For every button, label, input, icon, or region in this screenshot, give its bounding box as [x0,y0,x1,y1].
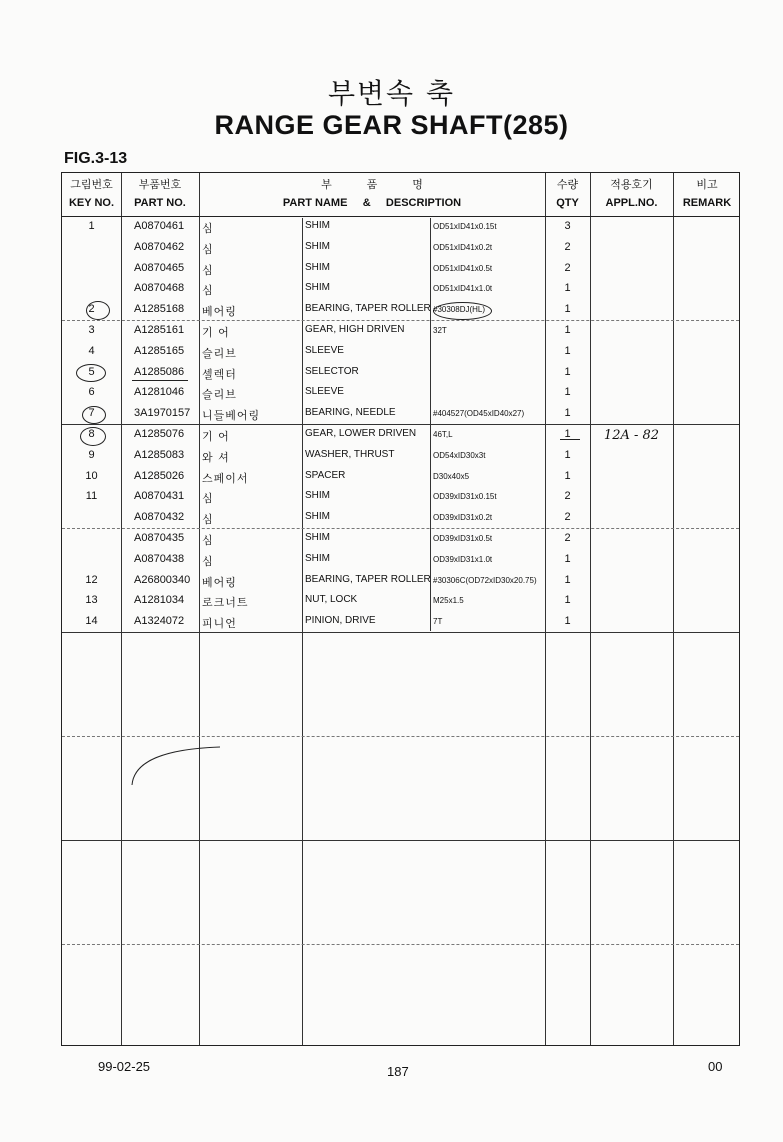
part-desc: D30x40x5 [433,471,470,481]
part-desc: #30308DJ(HL) [433,305,486,315]
part-name: SHIM [305,532,330,543]
part-name-ko: 니들베어링 [202,409,261,423]
part-no: A1285083 [134,448,185,461]
part-name-ko: 베어링 [202,575,237,589]
part-no: A0870461 [134,220,185,232]
key-no: 6 [88,386,95,399]
table-row [62,426,739,447]
part-no: A1285026 [134,469,185,482]
quantity: 1 [564,282,571,295]
key-no: 2 [88,303,95,316]
part-name-ko: 슬리브 [202,346,237,360]
table-row [62,468,739,489]
part-name: BEARING, NEEDLE [305,407,396,419]
table-row [62,364,739,385]
part-name-ko: 기 어 [202,430,230,443]
key-no: 3 [88,324,95,336]
part-name: SPACER [305,469,346,481]
quantity: 3 [564,220,571,232]
table-row [62,509,739,530]
parts-table [61,172,740,1046]
part-desc: 46T,L [433,430,453,439]
remark-header-ko: 비고 [696,178,718,191]
quantity: 1 [564,365,571,378]
table-row [62,260,739,281]
key-no: 7 [88,407,95,420]
quantity: 1 [564,303,571,316]
key-no: 1 [88,220,95,232]
part-no: A0870432 [134,511,185,524]
part-name-ko: 로크너트 [202,596,249,610]
key-no: 12 [85,573,98,586]
quantity: 1 [564,324,571,336]
part-no: A1324072 [134,615,185,628]
table-row [62,592,739,613]
part-desc: OD39xID31x0.15t [433,492,497,502]
part-name: SLEEVE [305,386,344,398]
part-desc: OD54xID30x3t [433,450,486,460]
key-no: 5 [88,365,95,378]
part-name: NUT, LOCK [305,594,358,606]
part-no: A1285165 [134,344,185,357]
quantity: 1 [564,448,571,461]
part-name-ko: 심 [202,554,214,568]
quantity: 1 [564,344,571,357]
part-no: A0870465 [134,261,185,274]
part-no: A1281034 [134,594,185,607]
key-no: 4 [88,344,95,357]
table-row [62,447,739,468]
part-desc: #404527(OD45xID40x27) [433,409,525,419]
part-no: A1281046 [134,386,185,399]
remark-header: REMARK [682,197,732,209]
part-name-ko: 심 [202,284,214,298]
part-name: GEAR, LOWER DRIVEN [305,428,417,439]
part-desc: M25x1.5 [433,596,464,606]
table-row [62,343,739,364]
quantity: 1 [564,386,571,399]
page-number: 187 [387,1064,409,1079]
key-no: 8 [88,428,95,440]
part-name-ko: 심 [202,492,214,506]
table-row [62,322,739,343]
table-row [62,384,739,405]
key-no: 13 [85,594,98,607]
pen-stroke [124,741,224,791]
quantity: 1 [564,469,571,482]
key-no: 14 [85,615,98,628]
part-name: WASHER, THRUST [305,448,395,460]
part-header-ko: 부품번호 [138,178,182,191]
part-desc: OD51xID41x1.0t [433,284,493,294]
revision: 00 [708,1059,723,1074]
part-name: GEAR, HIGH DRIVEN [305,324,405,335]
key-no: 9 [88,448,95,461]
part-desc: OD39xID31x1.0t [433,554,493,564]
quantity: 1 [564,552,571,565]
part-no: A0870468 [134,282,185,295]
table-row [62,613,739,634]
part-name: PINION, DRIVE [305,615,376,627]
quantity: 2 [564,261,571,274]
table-row [62,488,739,509]
part-name-ko: 피니언 [202,617,237,631]
appl-header-ko: 적용호기 [610,178,653,191]
part-no: A1285168 [134,303,185,316]
part-no: 3A1970157 [134,407,191,420]
part-no: A0870462 [134,240,185,253]
part-header: PART NO. [134,197,186,209]
part-name-ko: 심 [202,513,214,527]
figure-label: FIG.3-13 [64,150,128,167]
part-no: A26800340 [134,573,191,586]
part-name: BEARING, TAPER ROLLER [305,303,431,315]
part-name-ko: 심 [202,534,214,547]
part-desc: OD51xID41x0.2t [433,242,493,252]
part-name: SELECTOR [305,365,359,377]
part-name-ko: 심 [202,242,214,256]
part-name-ko: 슬리브 [202,388,237,402]
part-no: A1285086 [134,365,185,378]
part-desc: OD51xID41x0.15t [433,222,497,231]
part-name-ko: 심 [202,263,214,277]
part-desc: 32T [433,326,447,335]
part-no: A1285076 [134,428,185,440]
quantity: 2 [564,511,571,524]
quantity: 2 [564,240,571,253]
name-header: PART NAME & DESCRIPTION [282,197,462,209]
table-row [62,530,739,551]
part-name-ko: 스페이서 [202,471,249,485]
key-no: 10 [85,469,98,482]
table-row [62,551,739,572]
part-name: SLEEVE [305,344,344,356]
quantity: 1 [564,594,571,607]
quantity: 1 [564,407,571,420]
qty-header: QTY [556,197,579,209]
appl-no: 12A - 82 [603,428,660,443]
part-name: SHIM [305,511,330,523]
part-name-ko: 셀렉터 [202,367,237,381]
table-row [62,280,739,301]
table-row [62,405,739,426]
part-desc: 7T [433,617,443,627]
page-title-korean: 부변속 축 [327,77,456,110]
part-no: A0870431 [134,490,185,503]
table-row [62,218,739,239]
table-row [62,301,739,322]
quantity: 1 [564,573,571,586]
part-name: SHIM [305,240,330,252]
page-title: RANGE GEAR SHAFT(285) [214,110,569,140]
part-name: SHIM [305,552,330,564]
part-no: A1285161 [134,324,185,336]
quantity: 2 [564,532,571,544]
part-desc: #30306C(OD72xID30x20.75) [433,575,537,585]
part-desc: OD51xID41x0.5t [433,263,493,273]
part-name: SHIM [305,282,330,294]
table-row [62,572,739,593]
part-no: A0870438 [134,552,185,565]
key-header: KEY NO. [68,197,115,209]
part-name-ko: 심 [202,222,214,235]
part-name: SHIM [305,490,330,502]
part-name: SHIM [305,220,330,231]
part-name: BEARING, TAPER ROLLER [305,573,431,585]
part-name-ko: 와 셔 [202,450,230,464]
part-name-ko: 기 어 [202,326,230,339]
page-date: 99-02-25 [98,1059,151,1074]
key-no: 11 [85,490,98,503]
part-name-ko: 베어링 [202,305,237,319]
part-name: SHIM [305,261,330,273]
key-header-ko: 그림번호 [70,178,113,191]
quantity: 1 [564,428,571,440]
quantity: 2 [564,490,571,503]
table-row [62,239,739,260]
qty-header-ko: 수량 [556,178,579,191]
appl-header: APPL.NO. [605,197,658,209]
part-desc: OD39xID31x0.2t [433,513,493,523]
name-header-ko: 부 품 명 [321,178,423,191]
quantity: 1 [564,615,571,628]
part-no: A0870435 [134,532,185,544]
part-desc: OD39xID31x0.5t [433,534,493,543]
